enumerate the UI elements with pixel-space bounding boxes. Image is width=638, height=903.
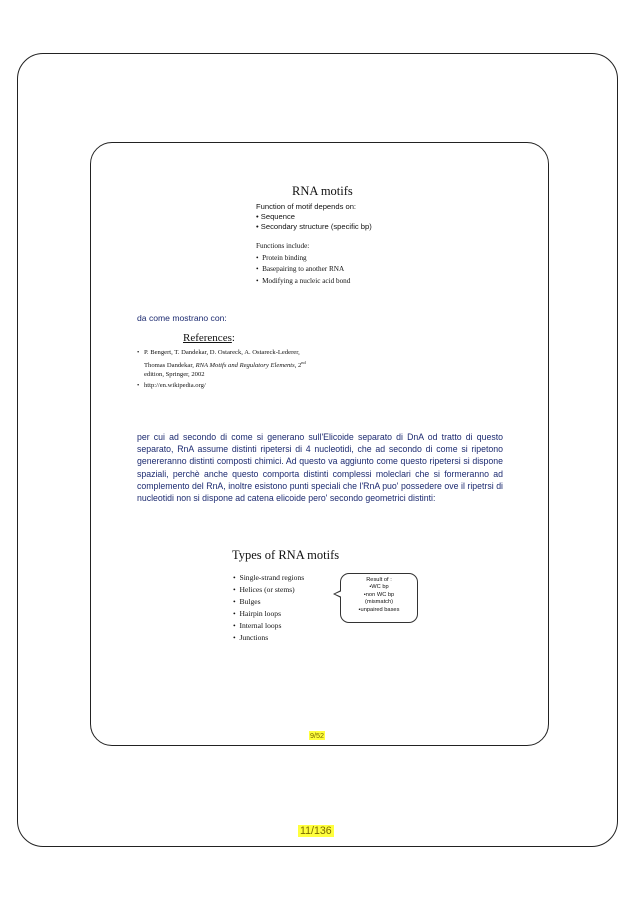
- body-paragraph: per cui ad secondo di come si generano sull'Elicoide separato di DnA od tratto di questo separato, RnA assume distinti ripetersi di 4 nucleotidi, che ad secondo di come si ripetono genereranno distinti composti chimici. Ad questo va aggiunto come questo ripetersi si dispone spaziali, perchè anche questo comporta distinti complessi moleclari che si formeranno ad complemento del RnA, inoltre esistono punti speciali che l'RnA puo' possedere ove il ripetrsi di nucleotidi non si dispone ad catena elicoide pero' secondo geometrici distinti:: [137, 432, 503, 504]
- reference-item: • http://en.wikipedia.org/: [137, 381, 312, 391]
- speech-bubble: [340, 573, 418, 623]
- bubble-line: •unpaired bases: [358, 606, 400, 613]
- function-item: • Secondary structure (specific bp): [256, 222, 372, 232]
- types-item: • Hairpin loops: [233, 608, 304, 620]
- slide-title: RNA motifs: [292, 184, 353, 198]
- reference-item: [137, 348, 312, 380]
- intro-text: da come mostrano con:: [137, 313, 227, 323]
- reference-publisher: edition, Springer, 2002: [144, 371, 205, 379]
- functions-item: • Basepairing to another RNA: [256, 264, 350, 276]
- function-block: [256, 202, 372, 232]
- references-title-suffix: :: [231, 332, 235, 344]
- reference-edition-sup: nd: [301, 359, 306, 365]
- types-item: • Single-strand regions: [233, 572, 304, 584]
- functions-heading: Functions include:: [256, 242, 310, 250]
- types-item: • Internal loops: [233, 620, 304, 632]
- types-list: [233, 572, 304, 644]
- reference-book-title: RNA Motifs and Regulatory Elements: [195, 361, 295, 369]
- types-title: Types of RNA motifs: [232, 548, 340, 562]
- slide-page-number: 9/52: [310, 731, 324, 740]
- function-heading: Function of motif depends on:: [256, 202, 357, 211]
- functions-include-block: [256, 241, 350, 287]
- reference-edition: , 2: [294, 361, 302, 369]
- bubble-line: •non WC bp: [363, 591, 395, 598]
- references-list: [137, 348, 312, 392]
- function-item: • Sequence: [256, 212, 372, 222]
- bubble-line: Result of :: [366, 577, 392, 583]
- functions-item: • Protein binding: [256, 253, 350, 265]
- bubble-line: (mismatch): [364, 599, 394, 606]
- bubble-line: •WC bp: [369, 584, 389, 591]
- document-page-number: 11/136: [300, 825, 332, 837]
- types-item: • Bulges: [233, 596, 304, 608]
- types-item: • Junctions: [233, 632, 304, 644]
- references-title-text: References: [183, 332, 232, 344]
- types-item: • Helices (or stems): [233, 584, 304, 596]
- references-title: [183, 332, 235, 344]
- speech-bubble-tail: [333, 590, 341, 598]
- reference-authors: P. Bengert, T. Dandekar, D. Ostareck, A. Ostareck-Lederer, Thomas Dandekar,: [144, 349, 300, 369]
- functions-item: • Modifying a nucleic acid bond: [256, 276, 350, 288]
